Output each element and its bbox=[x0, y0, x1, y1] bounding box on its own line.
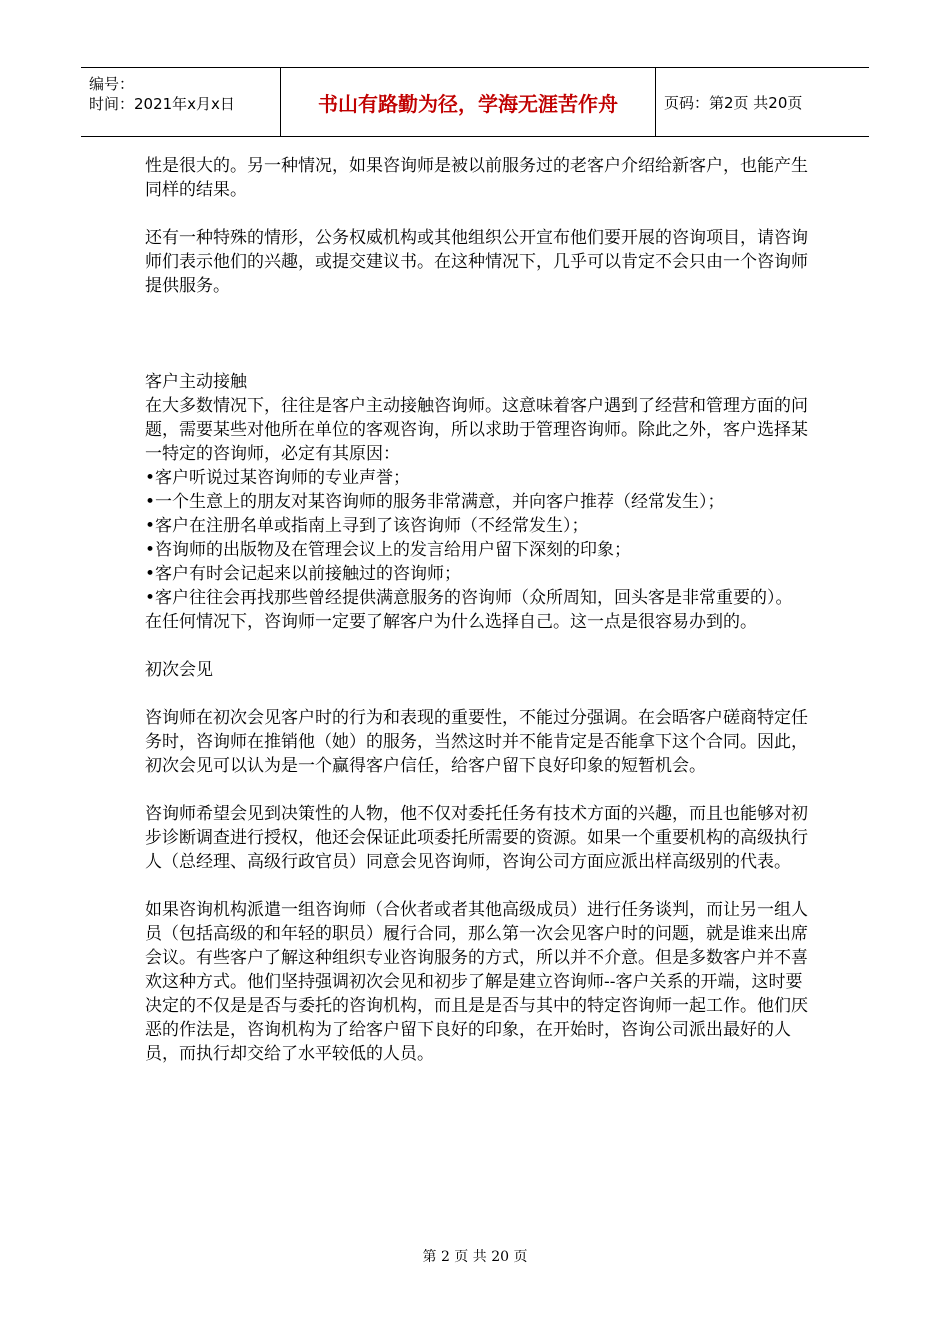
paragraph: 还有一种特殊的情形，公务权威机构或其他组织公开宣布他们要开展的咨询项目，请咨询师们表示他们的兴趣，或提交建议书。在这种情况下，几乎可以肯定不会只由一个咨询师提供服务。 bbox=[145, 228, 808, 296]
paragraph: 如果咨询机构派遣一组咨询师（合伙者或者其他高级成员）进行任务谈判，而让另一组人员（包括高级的和年轻的职员）履行合同，那么第一次会见客户时的问题，就是谁来出席会议。有些客户了解这种组织专业咨询服务的方式，所以并不介意。但是多数客户并不喜欢这种方式。他们坚持强调初次会见和初步了解是建立咨询师--客户关系的开端，这时要决定的不仅是是否与委托的咨询机构，而且是是否与其中的特定咨询师一起工作。他们厌恶的作法是，咨询机构为了给客户留下良好的印象，在开始时，咨询公司派出最好的人 员，而执行却交给了水平较低的人员。 bbox=[145, 900, 808, 1064]
bullet-item: •咨询师的出版物及在管理会议上的发言给用户留下深刻的印象； bbox=[145, 540, 632, 560]
paragraph: 咨询师在初次会见客户时的行为和表现的重要性，不能过分强调。在会晤客户磋商特定任务时，咨询师在推销他（她）的服务，当然这时并不能肯定是否能拿下这个合同。因此，初次会见可以认为是一个赢得客户信任，给客户留下良好印象的短暂机会。 bbox=[145, 708, 808, 776]
paragraph: 在大多数情况下，往往是客户主动接触咨询师。这意味着客户遇到了经营和管理方面的问题，需要某些对他所在单位的客观咨询，所以求助于管理咨询师。除此之外，客户选择某一特定的咨询师，必定有其原因： bbox=[145, 396, 808, 464]
section-heading: 客户主动接触 bbox=[145, 372, 247, 392]
paragraph: 性是很大的。另一种情况，如果咨询师是被以前服务过的老客户介绍给新客户，也能产生同样的结果。 bbox=[145, 156, 808, 200]
page-footer bbox=[0, 1246, 950, 1266]
spacer bbox=[145, 298, 815, 370]
spacer bbox=[145, 874, 815, 898]
page-info: 页码：第2页 共20页 bbox=[664, 93, 803, 112]
spacer bbox=[145, 202, 815, 226]
section-heading: 初次会见 bbox=[145, 660, 213, 680]
number-label: 编号： bbox=[89, 75, 135, 93]
spacer bbox=[145, 778, 815, 802]
header-meta-cell bbox=[81, 68, 281, 136]
header-page-cell bbox=[656, 68, 869, 136]
bullet-item: •客户听说过某咨询师的专业声誉； bbox=[145, 468, 411, 488]
time-label: 时间：2021年x月x日 bbox=[89, 95, 235, 113]
bullet-item: •客户往往会再找那些曾经提供满意服务的咨询师（众所周知，回头客是非常重要的）。 bbox=[145, 588, 793, 608]
bullet-item: •一个生意上的朋友对某咨询师的服务非常满意，并向客户推荐（经常发生）； bbox=[145, 492, 725, 512]
page-header bbox=[81, 67, 869, 137]
paragraph: 咨询师希望会见到决策性的人物，他不仅对委托任务有技术方面的兴趣，而且也能够对初步诊断调查进行授权，他还会保证此项委托所需要的资源。如果一个重要机构的高级执行人（总经理、高级行政官员）同意会见咨询师，咨询公司方面应派出样高级别的代表。 bbox=[145, 804, 808, 872]
spacer bbox=[145, 682, 815, 706]
paragraph: 在任何情况下，咨询师一定要了解客户为什么选择自己。这一点是很容易办到的。 bbox=[145, 612, 757, 632]
header-motto-cell bbox=[281, 68, 656, 136]
spacer bbox=[145, 634, 815, 658]
document-body bbox=[145, 154, 815, 1066]
bullet-item: •客户在注册名单或指南上寻到了该咨询师（不经常发生）； bbox=[145, 516, 589, 536]
footer-page-number: 第 2 页 共 20 页 bbox=[422, 1249, 528, 1265]
motto-text: 书山有路勤为径，学海无涯苦作舟 bbox=[318, 91, 618, 116]
bullet-item: •客户有时会记起来以前接触过的咨询师； bbox=[145, 564, 462, 584]
